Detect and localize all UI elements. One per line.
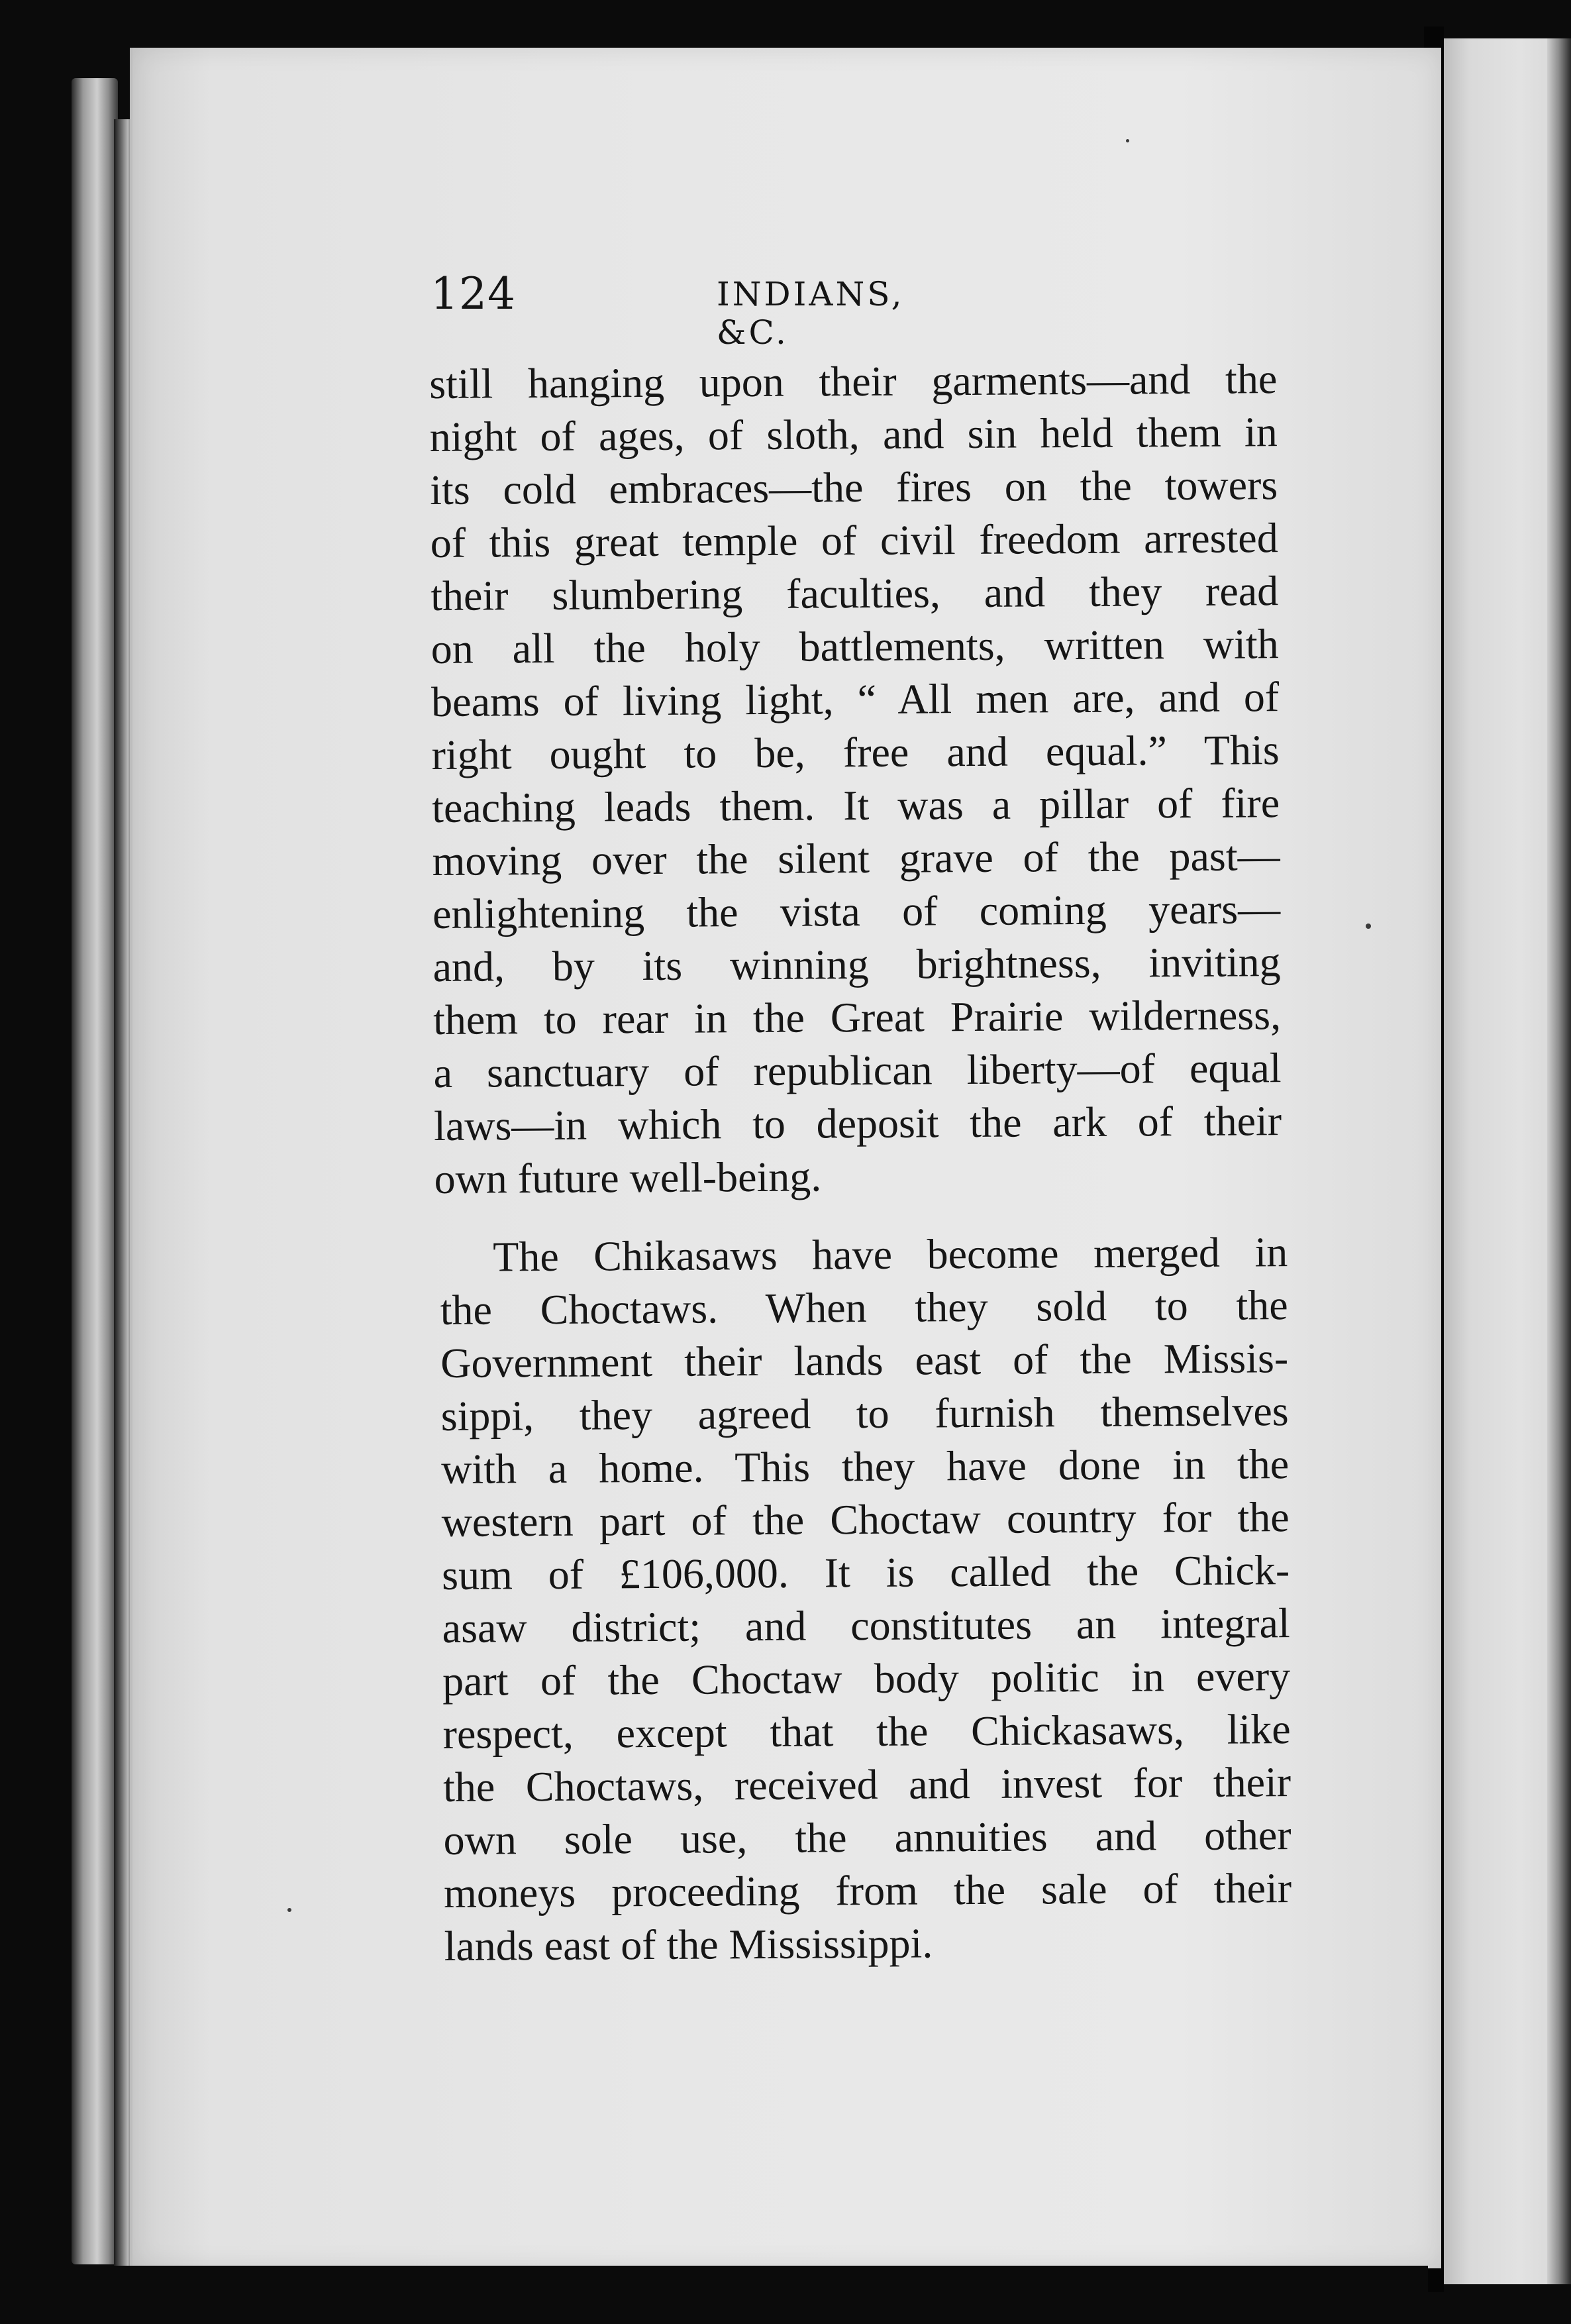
running-head xyxy=(431,268,960,352)
text-line: own future well-being. xyxy=(434,1153,822,1202)
text-line: teaching leads them. It was a pillar of fire xyxy=(431,779,1280,831)
text-line: part of the Choctaw body politic in every xyxy=(442,1652,1291,1705)
text-line: its cold embraces—the fires on the towers xyxy=(430,461,1278,513)
text-line: own sole use, the annuities and other xyxy=(443,1811,1292,1864)
text-line: their slumbering faculties, and they read xyxy=(430,567,1279,619)
text-line: laws—in which to deposit the ark of their xyxy=(433,1097,1282,1149)
ink-speck xyxy=(287,1908,291,1912)
text-line: moneys proceeding from the sale of their xyxy=(443,1864,1292,1917)
paragraph-1 xyxy=(429,352,1282,1206)
text-line: of this great temple of civil freedom arrested xyxy=(430,514,1278,566)
text-line: enlightening the vista of coming years— xyxy=(432,885,1281,937)
text-line: the Choctaws, received and invest for their xyxy=(442,1758,1292,1811)
text-line: a sanctuary of republican liberty—of equal xyxy=(433,1044,1282,1096)
text-line: moving over the silent grave of the past— xyxy=(432,832,1280,884)
page-bottom-shadow xyxy=(130,2266,1428,2324)
page-number: 124 xyxy=(431,268,516,319)
text-line: sippi, they agreed to furnish themselves xyxy=(440,1387,1289,1440)
ink-speck xyxy=(1126,139,1129,142)
text-line: asaw district; and constitutes an integral xyxy=(442,1599,1290,1652)
text-line: right ought to be, free and equal.” This xyxy=(431,726,1280,778)
text-line: and, by its winning brightness, inviting xyxy=(432,938,1281,990)
facing-page-edge xyxy=(1547,38,1571,2284)
text-line: sum of £106,000. It is called the Chick- xyxy=(441,1546,1290,1599)
text-line: on all the holy battlements, written with xyxy=(431,620,1279,672)
text-line: the Choctaws. When they sold to the xyxy=(440,1281,1288,1334)
running-title: INDIANS, &C. xyxy=(717,275,905,352)
text-line: Government their lands east of the Missis- xyxy=(440,1334,1289,1387)
text-line: still hanging upon their garments—and the xyxy=(429,355,1278,407)
ink-speck xyxy=(1366,924,1371,929)
text-line: with a home. This they have done in the xyxy=(440,1440,1290,1493)
paragraph-2 xyxy=(440,1226,1292,1973)
text-line: western part of the Choctaw country for the xyxy=(441,1493,1290,1546)
text-line: lands east of the Mississippi. xyxy=(444,1919,933,1970)
text-line: them to rear in the Great Prairie wilderness, xyxy=(432,991,1282,1043)
text-line: respect, except that the Chickasaws, like xyxy=(442,1705,1291,1758)
left-page-edges xyxy=(72,78,118,2264)
text-line: beams of living light, “ All men are, and of xyxy=(431,673,1280,725)
text-line: The Chikasaws have become merged in xyxy=(493,1228,1288,1281)
text-line: night of ages, of sloth, and sin held them in xyxy=(429,408,1278,460)
